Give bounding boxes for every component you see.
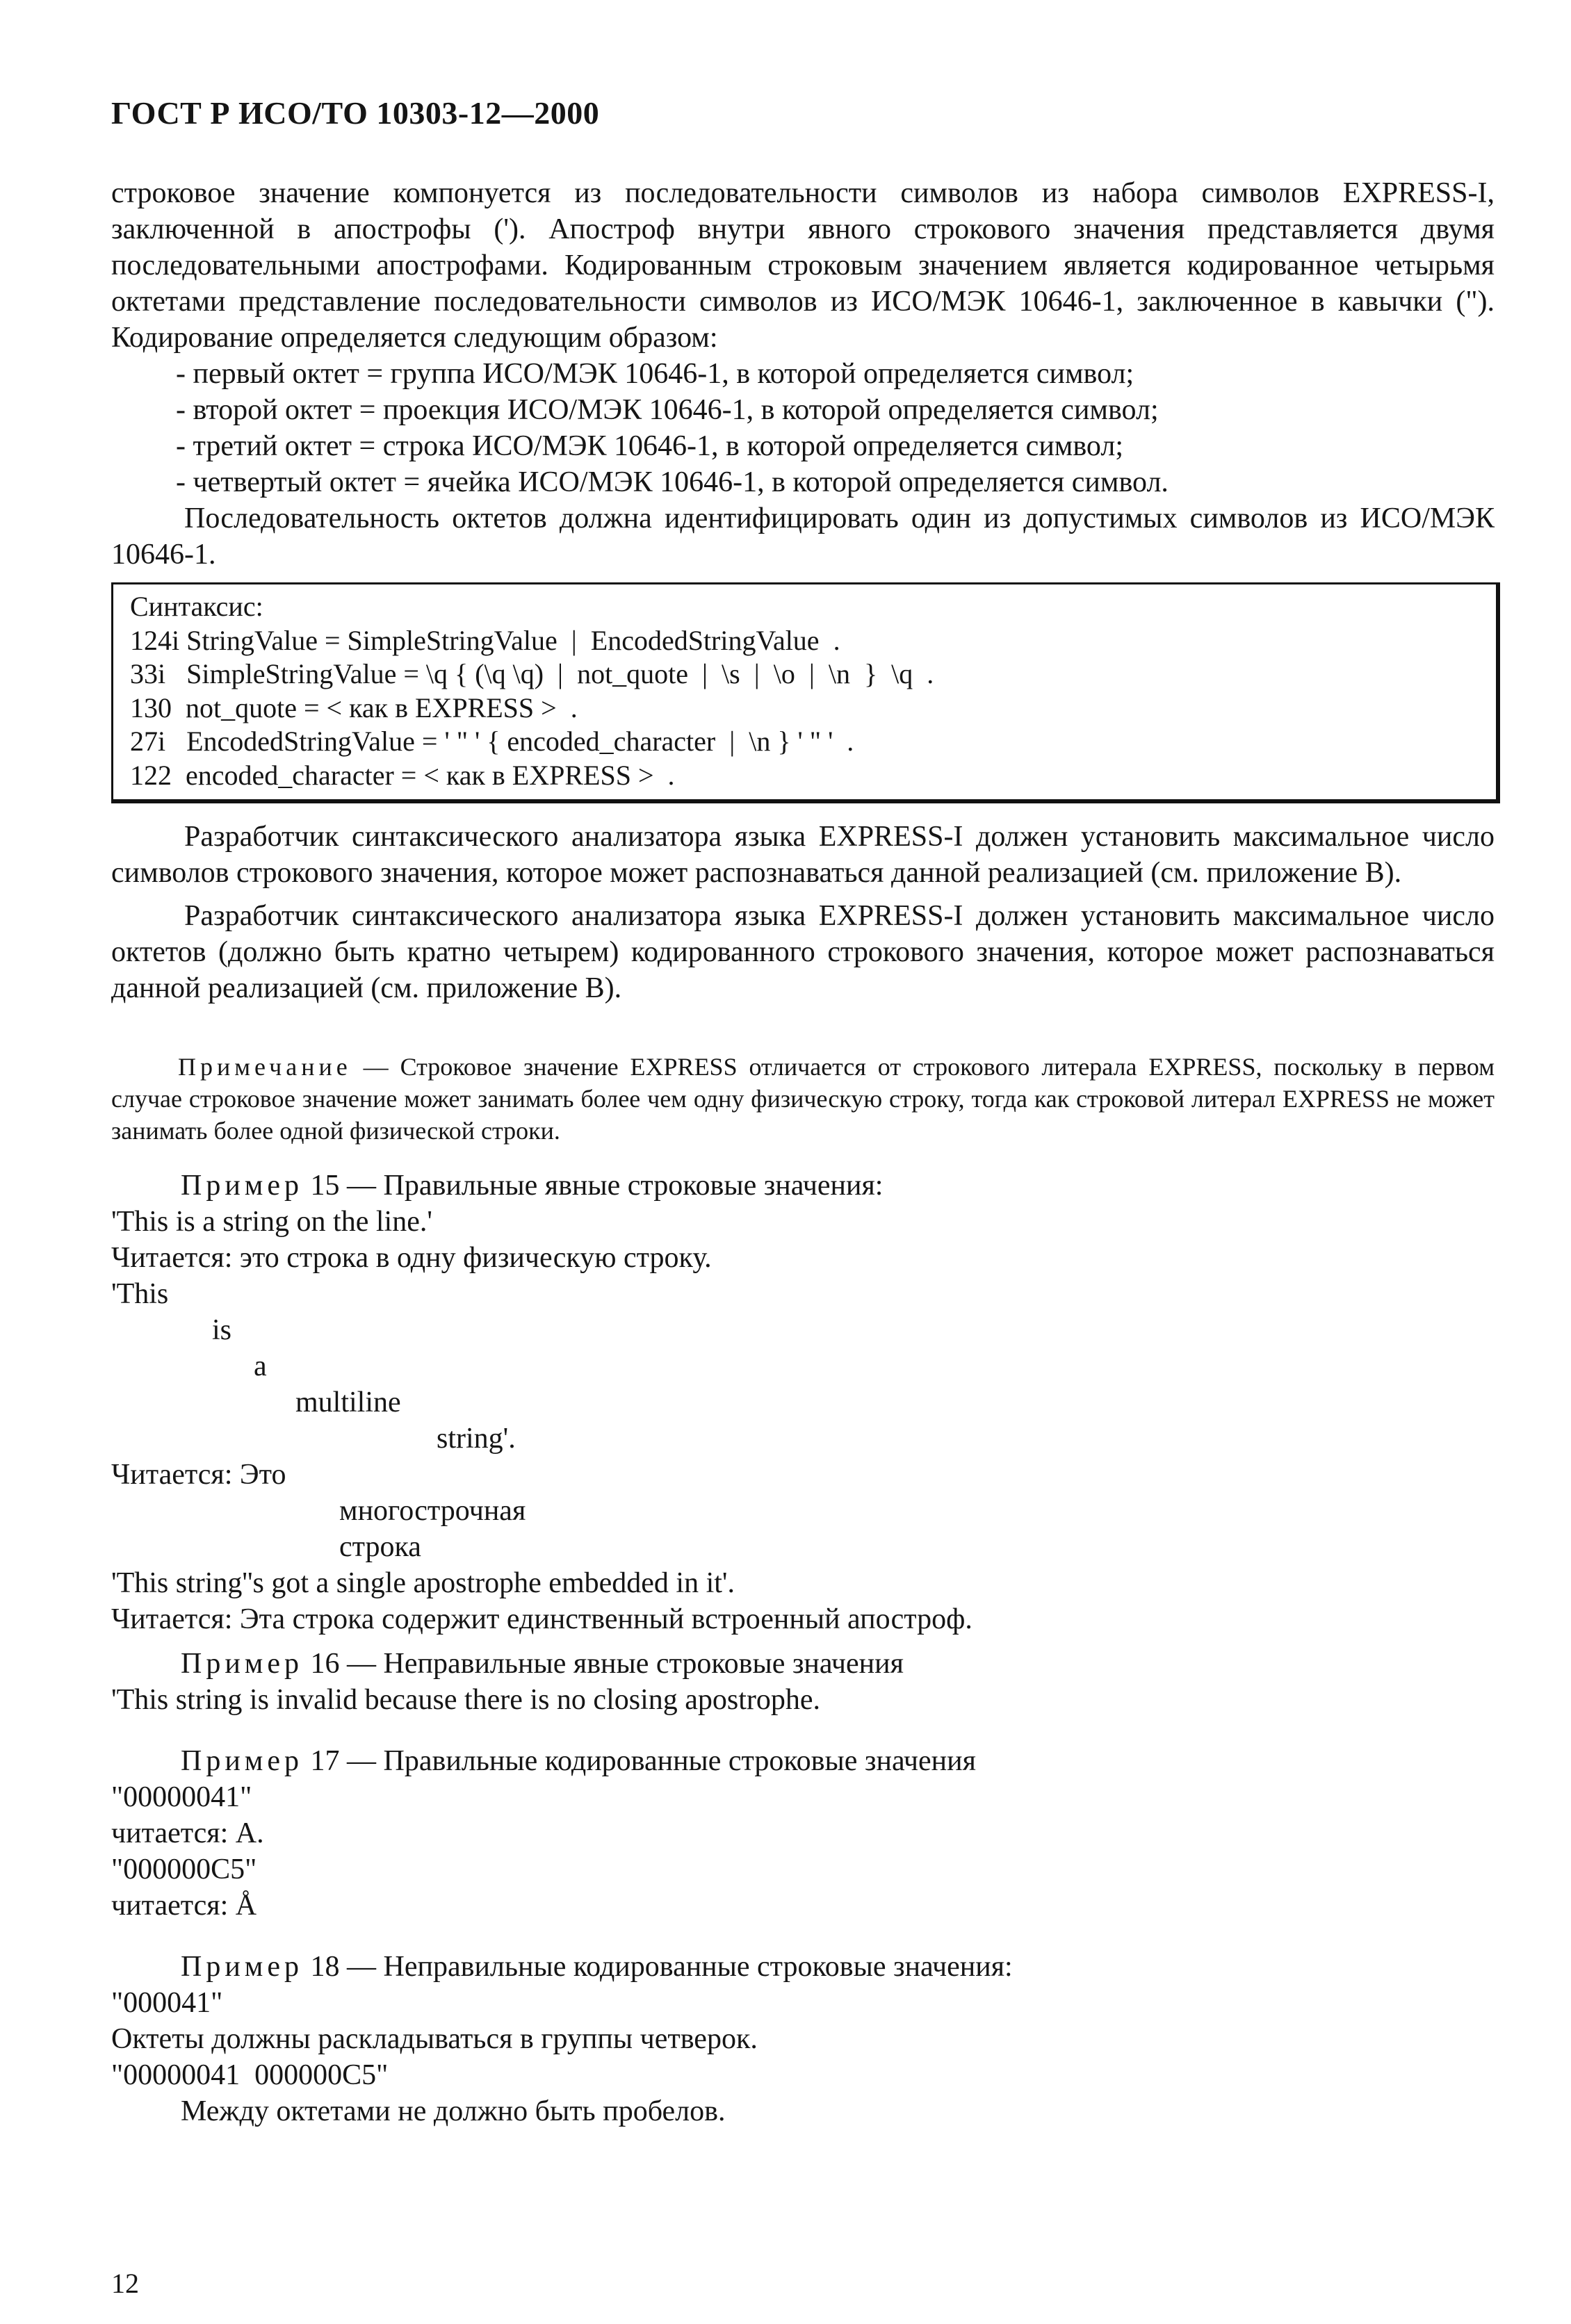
example-line: читается: Å — [111, 1890, 257, 1922]
example-17-title: Пример 17 — Правильные кодированные строковые значения — [181, 1745, 976, 1777]
note-text: — Строковое значение EXPRESS отличается от строкового литерала EXPRESS, поскольку в первом случае строковое значение может занимать более чем одну физическую строку, тогда как строковой литерал EXPRESS не может занимать более одной физической строки. — [111, 1053, 1495, 1145]
syntax-line-1: 124i StringValue = SimpleStringValue | EncodedStringValue . — [130, 624, 840, 656]
note-label: Примечание — [178, 1053, 352, 1081]
example-line: Читается: Это — [111, 1459, 286, 1491]
example-17 — [111, 1743, 1495, 1924]
example-line: a — [254, 1350, 267, 1382]
list-item-1: - первый октет = группа ИСО/МЭК 10646-1, в которой определяется символ; — [176, 358, 1134, 390]
example-line: "00000041 000000C5" — [111, 2059, 389, 2091]
syntax-line-2: 33i SimpleStringValue = \q { (\q \q) | not_quote | \s | \o | \n } \q . — [130, 658, 934, 689]
paragraph-max-octets: Разработчик синтаксического анализатора языка EXPRESS-I должен установить максимальное число октетов (должно быть кратно четырем) кодированного строкового значения, которое может распознаваться данной реализацией (см. приложение В). — [111, 900, 1495, 1004]
example-line: Октеты должны раскладываться в группы четверок. — [111, 2023, 758, 2055]
example-line: 'This — [111, 1278, 169, 1310]
note — [111, 1051, 1495, 1147]
example-line: многострочная — [339, 1495, 526, 1527]
example-line: multiline — [295, 1386, 401, 1418]
implementation-paragraphs — [111, 819, 1495, 1006]
page-number: 12 — [111, 2268, 139, 2299]
example-line: "00000041" — [111, 1781, 252, 1813]
example-line: "000000C5" — [111, 1854, 257, 1885]
example-15-title: Пример 15 — Правильные явные строковые значения: — [181, 1170, 884, 1202]
example-line: 'This is a string on the line.' — [111, 1206, 432, 1238]
syntax-line-3: 130 not_quote = < как в EXPRESS > . — [130, 692, 578, 723]
example-line: Между октетами не должно быть пробелов. — [181, 2095, 726, 2127]
example-18 — [111, 1949, 1495, 2129]
example-line: Читается: Эта строка содержит единственный встроенный апостроф. — [111, 1603, 972, 1635]
intro-paragraph: строковое значение компонуется из последовательности символов из набора символов EXPRESS-I, заключенной в апострофы ('). Апостроф внутри явного строкового значения представляется двумя последовательными апострофами. Кодированным строковым значением является кодированное четырьмя октетами представление последовательности символов из ИСО/МЭК 10646-1, заключенное в кавычки ("). Кодирование определяется следующим образом: — [111, 177, 1495, 354]
list-item-4: - четвертый октет = ячейка ИСО/МЭК 10646-1, в которой определяется символ. — [176, 466, 1169, 498]
paragraph-max-chars: Разработчик синтаксического анализатора языка EXPRESS-I должен установить максимальное число символов строкового значения, которое может распознаваться данной реализацией (см. приложение В). — [111, 821, 1495, 889]
example-16-title: Пример 16 — Неправильные явные строковые значения — [181, 1648, 904, 1680]
example-line: 'This string is invalid because there is no closing apostrophe. — [111, 1684, 821, 1716]
list-item-3: - третий октет = строка ИСО/МЭК 10646-1, в которой определяется символ; — [176, 430, 1123, 462]
syntax-title: Синтаксис: — [130, 591, 263, 622]
example-line: is — [212, 1314, 232, 1346]
syntax-box — [111, 582, 1500, 803]
example-15 — [111, 1168, 1495, 1637]
document-header: ГОСТ Р ИСО/ТО 10303-12—2000 — [111, 95, 600, 131]
example-line: Читается: это строка в одну физическую строку. — [111, 1242, 712, 1274]
octet-sequence-paragraph: Последовательность октетов должна идентифицировать один из допустимых символов из ИСО/МЭК 10646-1. — [111, 502, 1495, 571]
example-line: строка — [339, 1531, 421, 1563]
example-16 — [111, 1646, 1495, 1718]
example-line: string'. — [437, 1423, 516, 1455]
syntax-line-4: 27i EncodedStringValue = ' " ' { encoded_character | \n } ' " ' . — [130, 726, 854, 757]
example-18-title: Пример 18 — Неправильные кодированные строковые значения: — [181, 1951, 1013, 1983]
example-line: 'This string''s got a single apostrophe embedded in it'. — [111, 1567, 735, 1599]
intro-section — [111, 175, 1495, 573]
example-line: "000041" — [111, 1987, 223, 2019]
syntax-line-5: 122 encoded_character = < как в EXPRESS > . — [130, 759, 675, 791]
list-item-2: - второй октет = проекция ИСО/МЭК 10646-1, в которой определяется символ; — [176, 394, 1159, 426]
example-line: читается: А. — [111, 1817, 264, 1849]
